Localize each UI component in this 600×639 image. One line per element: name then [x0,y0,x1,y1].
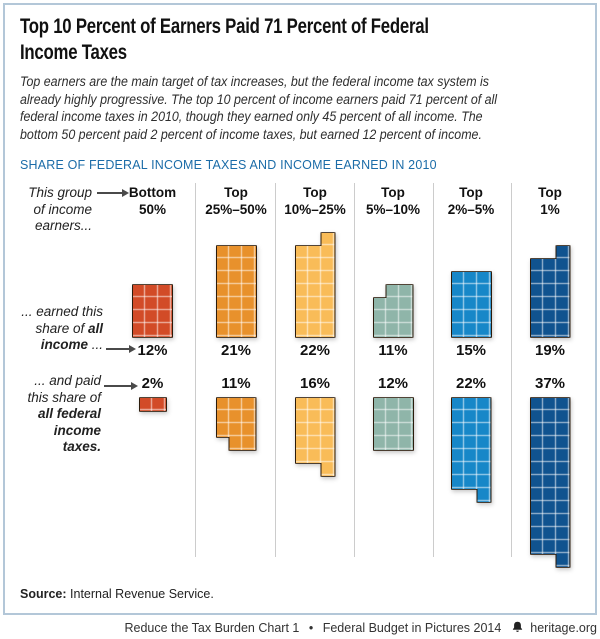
column-header-line2: 10%–25% [284,201,346,217]
column-header-line2: 2%–5% [447,201,495,217]
column-header-line2: 50% [138,201,167,217]
income-row-label-line [6,321,103,338]
column-header-line1: Top [224,185,248,200]
tax-row-label-line: ... and paid [34,373,101,388]
waffle-squares [140,398,166,411]
subtitle-line: already highly progressive. The top 10 percent of income earners paid 71 percent of all [20,91,498,107]
waffle-squares [452,272,491,337]
footer-chart-ref: Reduce the Tax Burden Chart 1 [124,621,300,635]
waffle-squares [217,398,256,450]
label-bold-text: all [87,320,103,336]
income-row-label [6,304,103,354]
footer-site: heritage.org [530,621,597,635]
waffle-tax-4 [452,398,491,502]
waffle-income-2 [296,233,335,337]
waffle-income-1 [217,246,256,337]
column-separator [433,183,434,557]
waffle-squares [296,233,335,337]
tax-row-label-line: this share of [27,389,101,405]
source-note [20,587,214,601]
label-bold-text: taxes. [62,439,101,454]
column-header-line2: 25%–50% [205,201,267,217]
column-separator [354,183,355,557]
column-separator [511,183,512,557]
source-label: Source: [20,587,67,601]
column-header-line1: Top [381,185,405,200]
column-header [510,185,590,218]
waffle-squares [296,398,335,476]
column-header [353,185,433,218]
column-separator [275,183,276,557]
tax-row-label-line [6,423,101,440]
tax-share-label: 16% [299,375,331,392]
tax-share-label: 22% [455,375,487,392]
waffle-squares [374,398,413,450]
label-text: ... [87,337,103,352]
waffle-tax-2 [296,398,335,476]
footer-separator: • [308,621,314,635]
subtitle-line: federal income taxes in 2010, though they earned only 45 percent of all income. The [20,109,483,124]
liberty-bell-icon [511,621,524,633]
income-share-label: 19% [534,342,566,359]
label-bold-text: income [40,337,88,352]
column-header [431,185,511,218]
waffle-squares [217,246,256,337]
income-share-label: 15% [455,342,487,359]
label-bold-text: all federal [37,406,101,421]
income-share-label: 11% [378,342,408,359]
waffle-squares [531,246,570,337]
income-row-label-line [6,337,103,354]
waffle-income-0 [133,285,172,337]
chart-section-heading: SHARE OF FEDERAL INCOME TAXES AND INCOME EARNED IN 2010 [20,157,437,172]
income-share-label: 12% [137,342,168,359]
tax-share-label: 12% [377,375,409,392]
waffle-squares [374,285,413,337]
column-header-line1: Top [303,185,327,200]
tax-share-label: 37% [534,375,566,392]
column-header-line1: Bottom [128,185,177,200]
waffle-squares [452,398,491,502]
group-row-label [6,185,92,235]
label-bold-text: income [53,422,101,438]
tax-row-label [6,373,101,456]
footer-series-title: Federal Budget in Pictures 2014 [322,621,502,635]
tax-row-label-line [6,406,101,423]
subtitle-line: Top earners are the main target of tax increases, but the federal income tax system is [20,74,489,89]
income-share-label: 22% [299,342,331,359]
column-header [196,185,276,218]
waffle-tax-5 [531,398,570,567]
waffle-income-5 [531,246,570,337]
column-header-line1: Top [459,185,483,200]
income-row-label-line: ... earned this [21,304,103,319]
waffle-squares [531,398,570,567]
title-line-2: Income Taxes [20,40,127,64]
group-row-label-line: This group [28,185,92,200]
label-text: share of [35,320,88,336]
tax-row-label-line [6,439,101,456]
income-share-label: 21% [220,342,252,359]
subtitle-line: bottom 50 percent paid 2 percent of income taxes, but earned 12 percent of income. [20,126,482,142]
tax-share-label: 11% [221,375,251,392]
title-line-1: Top 10 Percent of Earners Paid 71 Percent of Federal [20,14,429,38]
waffle-squares [133,285,172,337]
column-header-line2: 1% [540,201,560,217]
arrow-to-tax-values [104,385,131,387]
waffle-income-3 [374,285,413,337]
arrow-to-group-headers [97,192,122,194]
column-header [275,185,355,218]
waffle-tax-1 [217,398,256,450]
waffle-tax-0 [140,398,166,411]
source-text: Internal Revenue Service. [66,587,214,601]
waffle-tax-3 [374,398,413,450]
tax-share-label: 2% [141,375,164,392]
footer-credit [0,621,597,635]
group-row-label-line: of income [33,201,92,217]
column-header-line1: Top [538,185,562,200]
arrow-to-income-values [106,348,129,350]
column-header-line2: 5%–10% [365,201,421,217]
column-separator [195,183,196,557]
group-row-label-line: earners... [34,218,92,233]
waffle-income-4 [452,272,491,337]
